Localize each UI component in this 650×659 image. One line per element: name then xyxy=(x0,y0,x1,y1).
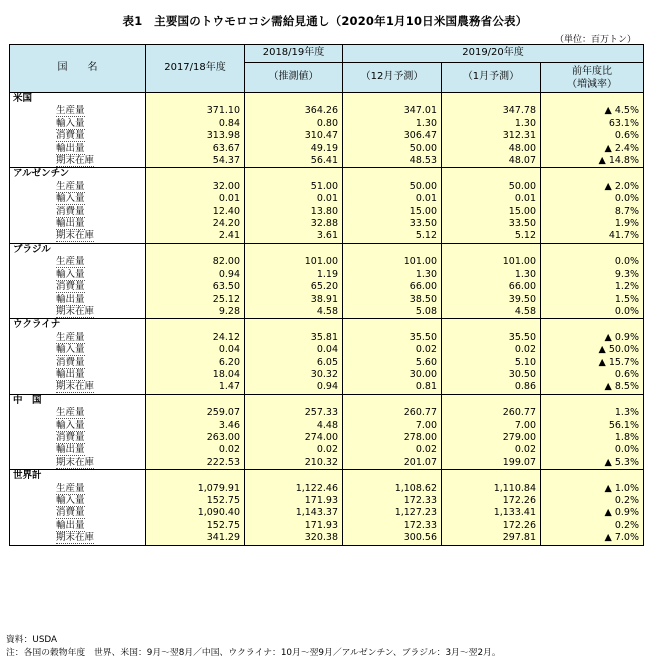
country-spacer-cell xyxy=(245,168,343,181)
row-label-cell xyxy=(10,193,146,205)
value-cell: 30.00 xyxy=(343,369,442,381)
row-label: 輸入量 xyxy=(56,193,85,205)
row-label: 期末在庫 xyxy=(56,532,95,544)
value-cell: 1.30 xyxy=(442,118,541,130)
header-2019-group: 2019/20年度 xyxy=(343,45,644,63)
header-2018-group: 2018/19年度 xyxy=(245,45,343,63)
country-name: 世界計 xyxy=(10,470,146,483)
header-yoy-line2: （増減率） xyxy=(567,78,617,90)
value-cell: 50.00 xyxy=(343,143,442,155)
table-row xyxy=(10,457,644,470)
value-cell: 5.12 xyxy=(442,230,541,243)
table-row xyxy=(10,407,644,419)
row-label-cell xyxy=(10,306,146,319)
row-label: 生産量 xyxy=(56,331,85,343)
row-label: 輸入量 xyxy=(56,495,85,506)
yoy-change-cell: 0.0% xyxy=(541,256,644,268)
value-cell: 0.01 xyxy=(245,193,343,205)
row-label-cell xyxy=(10,420,146,432)
header-2017: 2017/18年度 xyxy=(146,45,245,93)
row-label-cell xyxy=(10,495,146,507)
yoy-change-cell: ▲ 4.5% xyxy=(541,105,644,117)
value-cell: 48.00 xyxy=(442,143,541,155)
yoy-change-cell: 1.9% xyxy=(541,218,644,230)
value-cell: 1,108.62 xyxy=(343,483,442,495)
country-name: アルゼンチン xyxy=(10,168,146,181)
value-cell: 63.67 xyxy=(146,143,245,155)
country-spacer-cell xyxy=(541,93,644,106)
country-spacer-cell xyxy=(442,243,541,256)
row-label: 期末在庫 xyxy=(56,381,95,393)
value-cell: 13.80 xyxy=(245,206,343,218)
value-cell: 210.32 xyxy=(245,457,343,470)
value-cell: 0.04 xyxy=(245,344,343,356)
table-row xyxy=(10,381,644,394)
value-cell: 347.01 xyxy=(343,105,442,117)
yoy-change-cell: ▲ 2.0% xyxy=(541,181,644,193)
row-label: 消費量 xyxy=(56,356,85,368)
value-cell: 35.81 xyxy=(245,332,343,344)
value-cell: 0.01 xyxy=(343,193,442,205)
country-spacer-cell xyxy=(245,93,343,106)
value-cell: 63.50 xyxy=(146,281,245,293)
country-spacer-cell xyxy=(146,394,245,407)
table-row xyxy=(10,105,644,117)
row-label-cell xyxy=(10,118,146,130)
row-label-cell xyxy=(10,381,146,394)
yoy-change-cell: 63.1% xyxy=(541,118,644,130)
value-cell: 6.20 xyxy=(146,357,245,369)
row-label-cell xyxy=(10,206,146,218)
country-row xyxy=(10,168,644,181)
row-label: 生産量 xyxy=(56,407,85,419)
country-spacer-cell xyxy=(343,93,442,106)
country-spacer-cell xyxy=(146,168,245,181)
value-cell: 3.46 xyxy=(146,420,245,432)
value-cell: 101.00 xyxy=(442,256,541,268)
country-spacer-cell xyxy=(343,394,442,407)
yoy-change-cell: 0.2% xyxy=(541,520,644,532)
table-row xyxy=(10,193,644,205)
footnote-source: 資料：USDA xyxy=(6,635,58,645)
value-cell: 48.07 xyxy=(442,155,541,168)
value-cell: 66.00 xyxy=(343,281,442,293)
value-cell: 257.33 xyxy=(245,407,343,419)
country-spacer-cell xyxy=(442,394,541,407)
value-cell: 15.00 xyxy=(343,206,442,218)
row-label-cell xyxy=(10,444,146,456)
value-cell: 0.94 xyxy=(245,381,343,394)
country-spacer-cell xyxy=(146,243,245,256)
value-cell: 33.50 xyxy=(442,218,541,230)
country-spacer-cell xyxy=(442,319,541,332)
yoy-change-cell: ▲ 15.7% xyxy=(541,357,644,369)
value-cell: 4.58 xyxy=(442,306,541,319)
yoy-change-cell: 0.0% xyxy=(541,193,644,205)
country-spacer-cell xyxy=(146,470,245,483)
table-row xyxy=(10,206,644,218)
value-cell: 300.56 xyxy=(343,532,442,545)
row-label-cell xyxy=(10,181,146,193)
row-label: 消費量 xyxy=(56,205,85,217)
row-label-cell xyxy=(10,407,146,419)
row-label: 期末在庫 xyxy=(56,230,95,242)
value-cell: 32.88 xyxy=(245,218,343,230)
row-label-cell xyxy=(10,155,146,168)
corn-supply-table xyxy=(9,44,644,546)
value-cell: 51.00 xyxy=(245,181,343,193)
value-cell: 320.38 xyxy=(245,532,343,545)
country-spacer-cell xyxy=(245,319,343,332)
row-label-cell xyxy=(10,281,146,293)
value-cell: 313.98 xyxy=(146,130,245,142)
value-cell: 33.50 xyxy=(343,218,442,230)
table-row xyxy=(10,306,644,319)
value-cell: 5.08 xyxy=(343,306,442,319)
value-cell: 39.50 xyxy=(442,294,541,306)
value-cell: 5.60 xyxy=(343,357,442,369)
country-spacer-cell xyxy=(343,470,442,483)
value-cell: 201.07 xyxy=(343,457,442,470)
yoy-change-cell: 0.0% xyxy=(541,306,644,319)
yoy-change-cell: 1.2% xyxy=(541,281,644,293)
header-row-1 xyxy=(10,45,644,63)
country-spacer-cell xyxy=(541,470,644,483)
value-cell: 274.00 xyxy=(245,432,343,444)
country-spacer-cell xyxy=(442,168,541,181)
row-label: 輸入量 xyxy=(56,344,85,356)
country-row xyxy=(10,470,644,483)
value-cell: 364.26 xyxy=(245,105,343,117)
yoy-change-cell: 8.7% xyxy=(541,206,644,218)
row-label-cell xyxy=(10,218,146,230)
value-cell: 0.80 xyxy=(245,118,343,130)
yoy-change-cell: ▲ 14.8% xyxy=(541,155,644,168)
yoy-change-cell: 0.6% xyxy=(541,369,644,381)
value-cell: 24.12 xyxy=(146,332,245,344)
table-row xyxy=(10,357,644,369)
country-spacer-cell xyxy=(343,243,442,256)
yoy-change-cell: 56.1% xyxy=(541,420,644,432)
value-cell: 0.02 xyxy=(245,444,343,456)
row-label-cell xyxy=(10,483,146,495)
country-row xyxy=(10,319,644,332)
value-cell: 24.20 xyxy=(146,218,245,230)
row-label: 輸出量 xyxy=(56,218,85,230)
row-label: 消費量 xyxy=(56,507,85,519)
value-cell: 0.02 xyxy=(146,444,245,456)
value-cell: 171.93 xyxy=(245,495,343,507)
value-cell: 297.81 xyxy=(442,532,541,545)
unit-label: （単位：百万トン） xyxy=(554,35,636,45)
row-label: 輸入量 xyxy=(56,117,85,129)
value-cell: 172.33 xyxy=(343,520,442,532)
value-cell: 172.33 xyxy=(343,495,442,507)
yoy-change-cell: 9.3% xyxy=(541,269,644,281)
value-cell: 101.00 xyxy=(343,256,442,268)
yoy-change-cell: 1.8% xyxy=(541,432,644,444)
row-label-cell xyxy=(10,520,146,532)
row-label: 輸出量 xyxy=(56,519,85,531)
value-cell: 347.78 xyxy=(442,105,541,117)
value-cell: 48.53 xyxy=(343,155,442,168)
table-row xyxy=(10,130,644,142)
value-cell: 1,090.40 xyxy=(146,507,245,519)
row-label: 輸出量 xyxy=(56,444,85,456)
country-spacer-cell xyxy=(245,470,343,483)
value-cell: 171.93 xyxy=(245,520,343,532)
value-cell: 9.28 xyxy=(146,306,245,319)
row-label-cell xyxy=(10,143,146,155)
row-label: 期末在庫 xyxy=(56,155,95,167)
row-label: 生産量 xyxy=(56,256,85,268)
value-cell: 1.47 xyxy=(146,381,245,394)
row-label-cell xyxy=(10,256,146,268)
row-label: 期末在庫 xyxy=(56,305,95,317)
header-country: 国 名 xyxy=(10,45,146,93)
row-label: 消費量 xyxy=(56,281,85,293)
country-row xyxy=(10,93,644,106)
country-row xyxy=(10,394,644,407)
value-cell: 310.47 xyxy=(245,130,343,142)
value-cell: 3.61 xyxy=(245,230,343,243)
value-cell: 0.81 xyxy=(343,381,442,394)
country-spacer-cell xyxy=(343,319,442,332)
value-cell: 1,110.84 xyxy=(442,483,541,495)
country-spacer-cell xyxy=(541,394,644,407)
value-cell: 172.26 xyxy=(442,495,541,507)
table-row xyxy=(10,495,644,507)
value-cell: 35.50 xyxy=(442,332,541,344)
row-label-cell xyxy=(10,332,146,344)
row-label: 輸出量 xyxy=(56,368,85,380)
country-spacer-cell xyxy=(343,168,442,181)
value-cell: 49.19 xyxy=(245,143,343,155)
value-cell: 199.07 xyxy=(442,457,541,470)
row-label-cell xyxy=(10,269,146,281)
value-cell: 1,079.91 xyxy=(146,483,245,495)
value-cell: 82.00 xyxy=(146,256,245,268)
table-row xyxy=(10,369,644,381)
value-cell: 1,133.41 xyxy=(442,507,541,519)
value-cell: 30.50 xyxy=(442,369,541,381)
table-row xyxy=(10,256,644,268)
table-row xyxy=(10,420,644,432)
value-cell: 38.50 xyxy=(343,294,442,306)
row-label: 輸入量 xyxy=(56,268,85,280)
value-cell: 32.00 xyxy=(146,181,245,193)
table-title: 表1 主要国のトウモロコシ需給見通し（2020年1月10日米国農務省公表） xyxy=(122,14,528,28)
value-cell: 4.48 xyxy=(245,420,343,432)
value-cell: 35.50 xyxy=(343,332,442,344)
value-cell: 222.53 xyxy=(146,457,245,470)
country-name: ブラジル xyxy=(10,243,146,256)
value-cell: 12.40 xyxy=(146,206,245,218)
country-spacer-cell xyxy=(245,243,343,256)
table-row xyxy=(10,332,644,344)
value-cell: 341.29 xyxy=(146,532,245,545)
row-label-cell xyxy=(10,457,146,470)
value-cell: 172.26 xyxy=(442,520,541,532)
value-cell: 1,143.37 xyxy=(245,507,343,519)
value-cell: 7.00 xyxy=(442,420,541,432)
table-row xyxy=(10,344,644,356)
row-label-cell xyxy=(10,507,146,519)
value-cell: 0.02 xyxy=(343,444,442,456)
country-name: 米国 xyxy=(10,93,146,106)
value-cell: 56.41 xyxy=(245,155,343,168)
yoy-change-cell: 41.7% xyxy=(541,230,644,243)
value-cell: 5.10 xyxy=(442,357,541,369)
value-cell: 1,127.23 xyxy=(343,507,442,519)
table-row xyxy=(10,444,644,456)
country-spacer-cell xyxy=(541,243,644,256)
country-spacer-cell xyxy=(442,93,541,106)
header-yoy-line1: 前年度比 xyxy=(572,65,612,77)
table-row xyxy=(10,294,644,306)
value-cell: 6.05 xyxy=(245,357,343,369)
row-label: 輸出量 xyxy=(56,142,85,154)
row-label: 消費量 xyxy=(56,431,85,443)
value-cell: 279.00 xyxy=(442,432,541,444)
table-row xyxy=(10,155,644,168)
row-label: 消費量 xyxy=(56,130,85,142)
yoy-change-cell: 0.6% xyxy=(541,130,644,142)
yoy-change-cell: 0.0% xyxy=(541,444,644,456)
row-label-cell xyxy=(10,432,146,444)
value-cell: 312.31 xyxy=(442,130,541,142)
value-cell: 5.12 xyxy=(343,230,442,243)
value-cell: 152.75 xyxy=(146,520,245,532)
row-label-cell xyxy=(10,369,146,381)
value-cell: 15.00 xyxy=(442,206,541,218)
value-cell: 0.02 xyxy=(343,344,442,356)
country-spacer-cell xyxy=(146,319,245,332)
value-cell: 0.94 xyxy=(146,269,245,281)
value-cell: 1.30 xyxy=(343,269,442,281)
value-cell: 50.00 xyxy=(442,181,541,193)
row-label: 輸出量 xyxy=(56,293,85,305)
value-cell: 0.01 xyxy=(146,193,245,205)
value-cell: 306.47 xyxy=(343,130,442,142)
value-cell: 7.00 xyxy=(343,420,442,432)
yoy-change-cell: ▲ 7.0% xyxy=(541,532,644,545)
row-label-cell xyxy=(10,294,146,306)
value-cell: 54.37 xyxy=(146,155,245,168)
row-label-cell xyxy=(10,230,146,243)
value-cell: 152.75 xyxy=(146,495,245,507)
table-row xyxy=(10,532,644,545)
country-spacer-cell xyxy=(442,470,541,483)
header-jan-forecast: （1月予測） xyxy=(442,63,541,93)
row-label-cell xyxy=(10,130,146,142)
table-row xyxy=(10,181,644,193)
value-cell: 65.20 xyxy=(245,281,343,293)
row-label-cell xyxy=(10,105,146,117)
country-spacer-cell xyxy=(541,319,644,332)
table-row xyxy=(10,483,644,495)
value-cell: 1.19 xyxy=(245,269,343,281)
country-row xyxy=(10,243,644,256)
yoy-change-cell: ▲ 8.5% xyxy=(541,381,644,394)
value-cell: 0.04 xyxy=(146,344,245,356)
row-label-cell xyxy=(10,344,146,356)
value-cell: 1.30 xyxy=(442,269,541,281)
header-dec-forecast: （12月予測） xyxy=(343,63,442,93)
value-cell: 50.00 xyxy=(343,181,442,193)
value-cell: 371.10 xyxy=(146,105,245,117)
yoy-change-cell: 1.3% xyxy=(541,407,644,419)
yoy-change-cell: ▲ 2.4% xyxy=(541,143,644,155)
value-cell: 0.84 xyxy=(146,118,245,130)
table-row xyxy=(10,432,644,444)
country-spacer-cell xyxy=(245,394,343,407)
footnote-note: 注：各国の穀物年度 世界、米国：9月～翌8月／中国、ウクライナ：10月～翌9月／アルゼンチン、ブラジル：3月～翌2月。 xyxy=(6,648,501,658)
row-label: 生産量 xyxy=(56,482,85,494)
row-label: 生産量 xyxy=(56,105,85,117)
table-row xyxy=(10,520,644,532)
yoy-change-cell: ▲ 5.3% xyxy=(541,457,644,470)
value-cell: 263.00 xyxy=(146,432,245,444)
country-name: 中 国 xyxy=(10,394,146,407)
value-cell: 260.77 xyxy=(343,407,442,419)
value-cell: 4.58 xyxy=(245,306,343,319)
value-cell: 2.41 xyxy=(146,230,245,243)
row-label: 生産量 xyxy=(56,180,85,192)
value-cell: 101.00 xyxy=(245,256,343,268)
country-name: ウクライナ xyxy=(10,319,146,332)
value-cell: 1.30 xyxy=(343,118,442,130)
value-cell: 0.01 xyxy=(442,193,541,205)
value-cell: 259.07 xyxy=(146,407,245,419)
table-row xyxy=(10,281,644,293)
table-row xyxy=(10,507,644,519)
value-cell: 38.91 xyxy=(245,294,343,306)
value-cell: 0.02 xyxy=(442,444,541,456)
yoy-change-cell: ▲ 1.0% xyxy=(541,483,644,495)
value-cell: 1,122.46 xyxy=(245,483,343,495)
value-cell: 25.12 xyxy=(146,294,245,306)
value-cell: 18.04 xyxy=(146,369,245,381)
country-spacer-cell xyxy=(146,93,245,106)
value-cell: 0.86 xyxy=(442,381,541,394)
header-yoy xyxy=(541,63,644,93)
yoy-change-cell: 0.2% xyxy=(541,495,644,507)
value-cell: 0.02 xyxy=(442,344,541,356)
row-label-cell xyxy=(10,532,146,545)
value-cell: 278.00 xyxy=(343,432,442,444)
table-row xyxy=(10,230,644,243)
value-cell: 260.77 xyxy=(442,407,541,419)
table-row xyxy=(10,269,644,281)
yoy-change-cell: ▲ 0.9% xyxy=(541,332,644,344)
header-estimate: （推測値） xyxy=(245,63,343,93)
value-cell: 30.32 xyxy=(245,369,343,381)
yoy-change-cell: 1.5% xyxy=(541,294,644,306)
table-row xyxy=(10,118,644,130)
table-row xyxy=(10,218,644,230)
value-cell: 66.00 xyxy=(442,281,541,293)
country-spacer-cell xyxy=(541,168,644,181)
yoy-change-cell: ▲ 0.9% xyxy=(541,507,644,519)
row-label-cell xyxy=(10,357,146,369)
yoy-change-cell: ▲ 50.0% xyxy=(541,344,644,356)
row-label: 期末在庫 xyxy=(56,456,95,468)
table-row xyxy=(10,143,644,155)
row-label: 輸入量 xyxy=(56,419,85,431)
